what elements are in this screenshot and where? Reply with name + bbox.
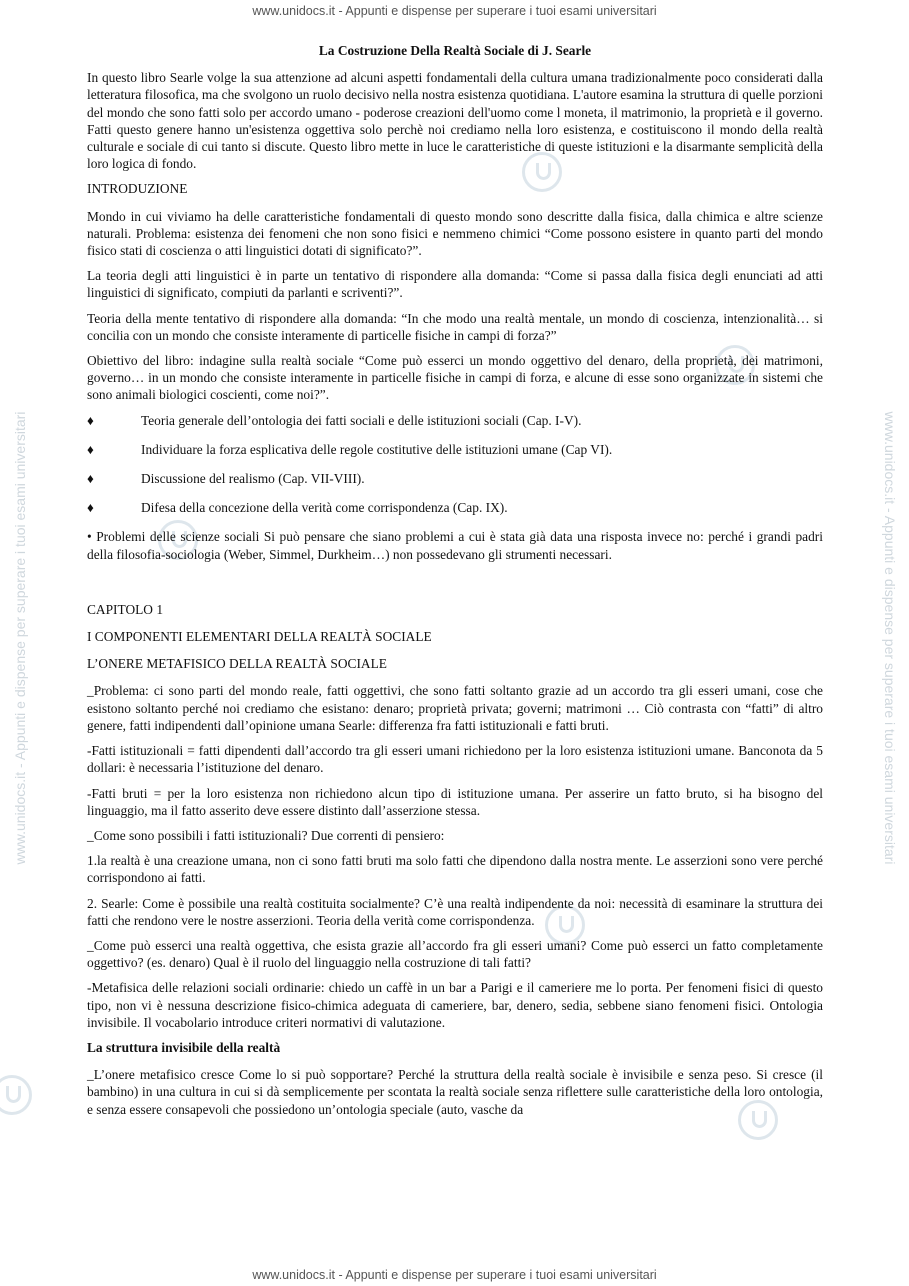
section-heading-componenti: I COMPONENTI ELEMENTARI DELLA REALTÀ SOCIALE [87, 629, 432, 645]
left-watermark: www.unidocs.it - Appunti e dispense per superare i tuoi esami universitari [12, 411, 28, 865]
paragraph-come-possibili: _Come sono possibili i fatti istituzionali? Due correnti di pensiero: [87, 827, 445, 843]
spacer [87, 571, 823, 601]
chapter-heading: CAPITOLO 1 [87, 601, 164, 617]
right-watermark: www.unidocs.it - Appunti e dispense per superare i tuoi esami universitari [882, 411, 898, 865]
paragraph-problema: _Problema: ci sono parti del mondo reale, fatti oggettivi, che sono fatti soltanto grazie ad un accordo tra gli esseri umani, cose che esistono soltanto perché noi crediamo che esistano: denaro; proprietà privata; governi; matrimoni … Ciò contrasta con “fatti” di altro genere, fatti indipendenti dall’opinione umana Searle: differenza fra fatti istituzionali e fatti bruti. [87, 683, 823, 733]
paragraph-fatti-istituzionali: -Fatti istituzionali = fatti dipendenti dall’accordo tra gli esseri umani richiedono per la loro esistenza istituzioni umane. Banconota da 5 dollari: è necessaria l’istituzione del denaro. [87, 743, 823, 776]
bullet-item [87, 412, 823, 429]
diamond-bullet-icon: ♦ [87, 441, 94, 457]
paragraph-metafisica: -Metafisica delle relazioni sociali ordinarie: chiedo un caffè in un bar a Parigi e il cameriere me lo porta. Per fenomeni fisici di questo tipo, non vi è nessuna descrizione fisico-chimica adeguata di cameriere, bar, denero, sedia, sebbene siano fenomeni fisici. Ontologia invisibile. Il vocabolario introduce criteri normativi di valutazione. [87, 980, 823, 1030]
watermark-logo-icon [0, 1075, 32, 1115]
paragraph-fatti-bruti: -Fatti bruti = per la loro esistenza non richiedono alcun tipo di istituzione umana. Per asserire un fatto bruto, si ha bisogno del linguaggio, ma il fatto asserito deve essere distinto dall’asserzione stessa. [87, 785, 823, 818]
document-title: La Costruzione Della Realtà Sociale di J. Searle [318, 43, 592, 58]
paragraph-teoria-mente: Teoria della mente tentativo di rispondere alla domanda: “In che modo una realtà mentale, un mondo di coscienza, intenzionalità… si concilia con un mondo che consiste interamente di particelle fisiche in campi di forza?” [87, 310, 823, 343]
bullet-text: Teoria generale dell’ontologia dei fatti sociali e delle istituzioni sociali (Cap. I-V). [141, 412, 582, 428]
page-header: www.unidocs.it - Appunti e dispense per superare i tuoi esami universitari [252, 4, 657, 18]
introduzione-heading: INTRODUZIONE [87, 181, 188, 197]
diamond-bullet-icon: ♦ [87, 500, 94, 516]
paragraph-come-puo: _Come può esserci una realtà oggettiva, che esista grazie all’accordo fra gli esseri umani? Come può esserci un fatto completamente oggettivo? (es. denaro) Qual è il ruolo del linguaggio nella costruzione di tali fatti? [87, 937, 823, 971]
paragraph-due: 2. Searle: Come è possibile una realtà costituita socialmente? C’è una realtà indipendente da noi: necessità di esaminare la struttura dei fatti che rendono vere le nostre asserzioni. Teoria della verità come corrispondenza. [87, 895, 823, 928]
paragraph-mondo: Mondo in cui viviamo ha delle caratteristiche fondamentali di questo mondo sono descritte dalla fisica, dalla chimica e altre scienze naturali. Problema: esistenza dei fenomeni che non sono fisici e nemmeno chimici “Come possono esistere in quanto parti del mondo fisico stati di coscienza o atti linguistici dotati di significato?”. [87, 208, 823, 259]
paragraph-problemi: • Problemi delle scienze sociali Si può pensare che siano problemi a cui è stata già data una risposta invece no: perché i grandi padri della filosofia-sociologia (Weber, Simmel, Durkheim…) non possedevano gli strumenti necessari. [87, 529, 823, 562]
bullet-item [87, 499, 823, 516]
paragraph-teoria-atti: La teoria degli atti linguistici è in parte un tentativo di rispondere alla domanda: “Come si passa dalla fisica degli enunciati ad atti linguistici di significato, compiuti da parlanti e scriventi?”. [87, 268, 823, 301]
diamond-bullet-icon: ♦ [87, 471, 94, 487]
section-heading-onere: L’ONERE METAFISICO DELLA REALTÀ SOCIALE [87, 656, 387, 672]
bullet-item [87, 470, 823, 487]
intro-paragraph: In questo libro Searle volge la sua attenzione ad alcuni aspetti fondamentali della cultura umana tradizionalmente poco considerati dalla letteratura filosofica, ma che svolgono un ruolo decisivo nella nostra esistenza quotidiana. L'autore esamina la struttura di quelle porzioni del mondo che sono fatti solo per accordo umano - poderose creazioni dell'uomo come l moneta, il matrimonio, la proprietà e il governo. Fatti questo genere hanno un'esistenza oggettiva solo perchè noi crediamo nella loro esistenza, e costituiscono il mondo della realtà culturale e sociale di cui tanto si discute. Questo libro mette in luce le caratteristiche di queste istituzioni e la disarmante semplicità della loro logica di fondo. [87, 70, 823, 172]
diamond-bullet-icon: ♦ [87, 412, 94, 428]
bullet-text: Difesa della concezione della verità come corrispondenza (Cap. IX). [141, 500, 508, 516]
page-footer: www.unidocs.it - Appunti e dispense per superare i tuoi esami universitari [252, 1268, 657, 1282]
paragraph-uno: 1.la realtà è una creazione umana, non ci sono fatti bruti ma solo fatti che dipendono dalla nostra mente. Le asserzioni sono vere perché corrispondono ai fatti. [87, 853, 823, 886]
bullet-text: Individuare la forza esplicativa delle regole costitutive delle istituzioni umane (Cap VI). [141, 441, 613, 457]
paragraph-onere: _L’onere metafisico cresce Come lo si può sopportare? Perché la struttura della realtà sociale è invisibile e senza peso. Si cresce (il bambino) in una cultura in cui si dà semplicemente per scontata la realtà sociale senza riflettere sulle caratteristiche della loro ontologia, e senza essere consapevoli che possiedono un’ontologia speciale (auto, vasche da [87, 1067, 823, 1117]
paragraph-obiettivo: Obiettivo del libro: indagine sulla realtà sociale “Come può esserci un mondo oggettivo del denaro, della proprietà, dei matrimoni, governo… in un mondo che consiste interamente in particelle fisiche in campi di forza, e alcune di esse sono organizzate in sistemi che sono animali biologici coscienti, come noi?”. [87, 353, 823, 403]
document-body [87, 42, 823, 1126]
bullet-text: Discussione del realismo (Cap. VII-VIII). [141, 471, 365, 487]
bullet-item [87, 441, 823, 458]
struttura-heading: La struttura invisibile della realtà [87, 1039, 281, 1055]
